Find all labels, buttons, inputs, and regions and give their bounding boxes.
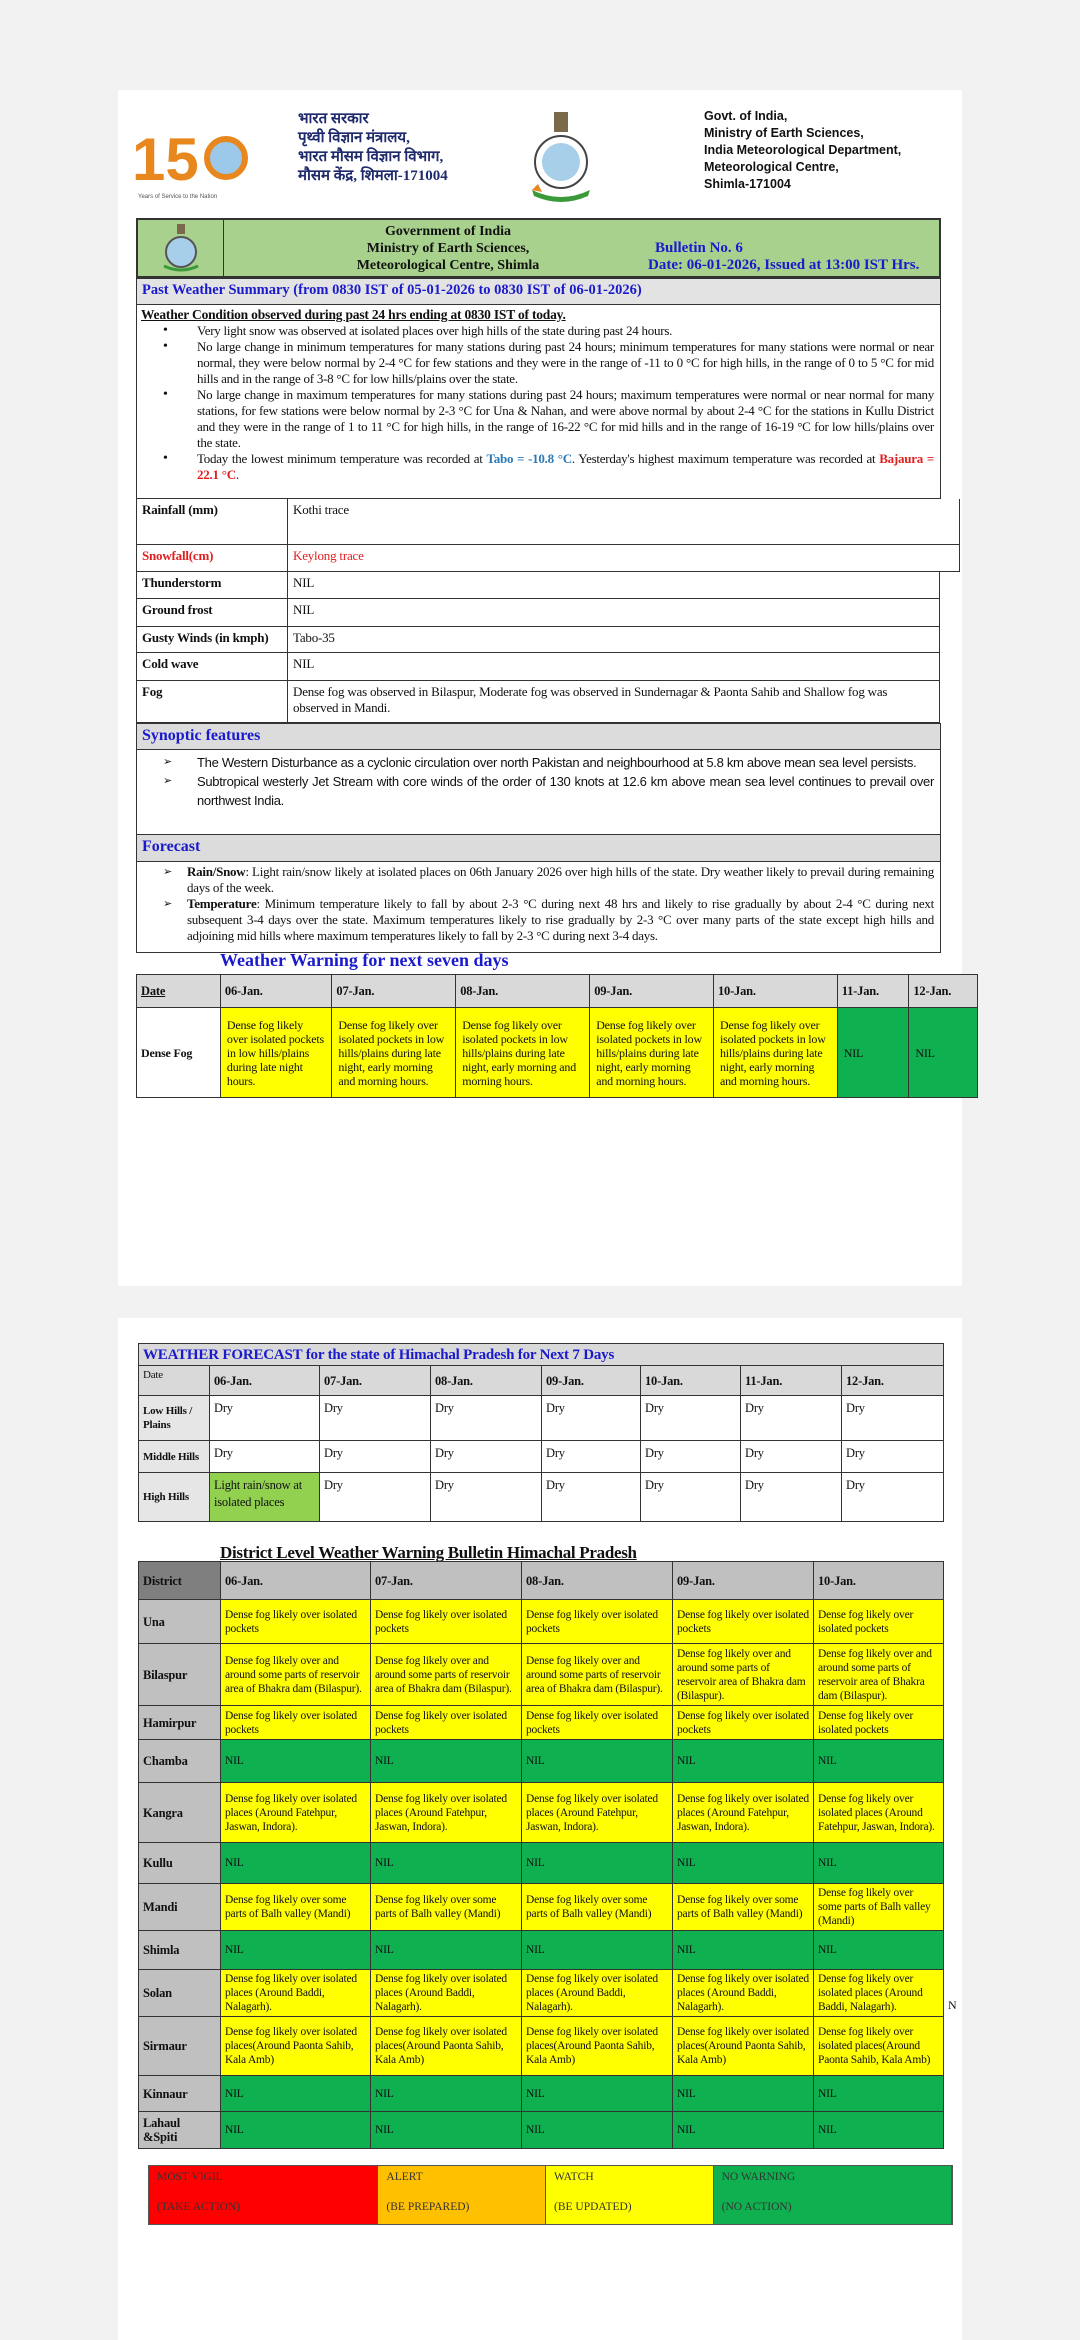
date-header: Date <box>139 1366 210 1396</box>
date-column-header: 09-Jan. <box>590 975 714 1008</box>
district-name: Sirmaur <box>139 2017 221 2076</box>
date-column-header: 12-Jan. <box>842 1366 944 1396</box>
district-warning-cell: Dense fog likely over isolated places (Around Fatehpur, Jaswan, Indora). <box>221 1783 371 1843</box>
condition-bullet: • No large change in maximum temperatures for many stations during past 24 hours; maximum temperatures were normal or near normal for many stations, for few stations were below normal by 2-3 °C for Una & Nahan, and were above normal by about 2-4 °C for the stations in Kullu District and they were in the range of 1 to 11 °C for high hills, in the range of 16-22 °C for mid hills and in the range of 16-19 °C for low hills/plains over the state. <box>137 387 940 451</box>
legend-label: WATCH <box>554 2171 594 2183</box>
imd-150-logo <box>132 118 250 203</box>
legend-label: ALERT <box>386 2171 423 2183</box>
hindi-line: भारत सरकार <box>298 111 369 127</box>
warning-cell: NIL <box>837 1008 909 1098</box>
date-column-header: 07-Jan. <box>332 975 456 1008</box>
forecast-cell: Dry <box>210 1396 320 1441</box>
district-warning-cell: NIL <box>814 1740 944 1783</box>
forecast-cell: Dry <box>431 1473 542 1522</box>
forecast-cell: Dry <box>542 1441 641 1473</box>
weather-warning-table <box>136 974 978 1098</box>
district-warning-cell: NIL <box>221 1740 371 1783</box>
bulletin-page-2 <box>118 1318 962 2340</box>
observation-row <box>136 572 940 599</box>
district-warning-cell: NIL <box>673 2112 814 2149</box>
synoptic-box <box>136 749 941 835</box>
district-warning-cell: NIL <box>371 1843 522 1884</box>
observation-row <box>136 599 940 627</box>
district-name: Shimla <box>139 1931 221 1970</box>
observation-label: Snowfall(cm) <box>137 545 288 571</box>
forecast-cell: Dry <box>542 1473 641 1522</box>
english-address <box>704 108 901 193</box>
date-column-header: 08-Jan. <box>522 1562 673 1600</box>
observation-label: Cold wave <box>137 653 288 680</box>
district-warning-cell: Dense fog likely over isolated places(Around Paonta Sahib, Kala Amb) <box>673 2017 814 2076</box>
label: Temperature <box>187 896 257 911</box>
logo-circle-icon <box>207 139 245 177</box>
date-column-header: 10-Jan. <box>641 1366 741 1396</box>
legend-action: (TAKE ACTION) <box>157 2201 241 2213</box>
district-row <box>139 1931 944 1970</box>
date-column-header: 08-Jan. <box>431 1366 542 1396</box>
district-warning-cell: Dense fog likely over isolated pockets <box>522 1706 673 1740</box>
legend-item <box>546 2166 714 2224</box>
district-row <box>139 2076 944 2112</box>
district-warning-cell: Dense fog likely over and around some parts of reservoir area of Bhakra dam (Bilaspur). <box>814 1644 944 1706</box>
district-warning-cell: NIL <box>522 2112 673 2149</box>
district-warning-cell: NIL <box>814 2076 944 2112</box>
district-warning-cell: NIL <box>673 1843 814 1884</box>
observation-row <box>136 681 940 723</box>
district-warning-cell: Dense fog likely over isolated places(Around Paonta Sahib, Kala Amb) <box>371 2017 522 2076</box>
date-column-header: 09-Jan. <box>673 1562 814 1600</box>
district-warning-cell: Dense fog likely over isolated places (Around Baddi, Nalagarh). <box>221 1970 371 2017</box>
legend-action: (BE PREPARED) <box>386 2201 470 2213</box>
forecast-cell: Dry <box>641 1473 741 1522</box>
text: : Minimum temperature likely to fall by about 2-3 °C during next 48 hrs and likely to rise gradually by about 2-4 °C during next subsequent 3-4 days over the state. Maximum temperatures likely to rise gradually by 2-3 °C over many parts of the state except high hills and adjoining mid hills where maximum temperatures likely to fall by 2-3 °C during next 3-4 days. <box>187 896 934 943</box>
forecast-cell: Dry <box>542 1396 641 1441</box>
district-warning-cell: NIL <box>221 1843 371 1884</box>
text: . <box>235 467 239 482</box>
org-line: Government of India <box>385 224 511 239</box>
district-row <box>139 1970 944 2017</box>
date-column-header: 06-Jan. <box>210 1366 320 1396</box>
warning-cell: Dense fog likely over isolated pockets in low hills/plains during late night, early morning and morning hours. <box>590 1008 714 1098</box>
district-warning-cell: Dense fog likely over isolated places (Around Fatehpur, Jaswan, Indora). <box>673 1783 814 1843</box>
hindi-line: मौसम केंद्र, शिमला-171004 <box>298 168 448 184</box>
district-row <box>139 1843 944 1884</box>
synoptic-bullet: ➢ The Western Disturbance as a cyclonic circulation over north Pakistan and neighbourhood at 5.8 km above mean sea level persists. <box>137 753 940 772</box>
region-label: Middle Hills <box>139 1441 210 1473</box>
date-column-header: 10-Jan. <box>814 1562 944 1600</box>
forecast-cell: Dry <box>842 1396 944 1441</box>
district-warning-cell: NIL <box>522 2076 673 2112</box>
observation-row <box>136 653 940 681</box>
district-warning-cell: NIL <box>673 2076 814 2112</box>
observation-value: Tabo-35 <box>293 630 335 645</box>
forecast-cell: Dry <box>320 1396 431 1441</box>
label: Rain/Snow <box>187 864 246 879</box>
lowest-min-temp: Tabo = -10.8 °C <box>486 451 572 466</box>
district-warning-cell: Dense fog likely over isolated pockets <box>221 1600 371 1644</box>
district-warning-cell: NIL <box>221 2076 371 2112</box>
hindi-line: पृथ्वी विज्ञान मंत्रालय, <box>298 130 410 146</box>
forecast-list <box>137 864 940 944</box>
forecast-cell: Dry <box>320 1473 431 1522</box>
synoptic-title: Synoptic features <box>136 723 941 750</box>
condition-bullet: • No large change in minimum temperatures for many stations during past 24 hours; minimum temperatures for many stations were normal or near normal, they were below normal by 2-4 °C for few stations and they were in the range of -11 to 0 °C for high hills, in the range of 0 to 5 °C for mid hills and in the range of 3-8 °C for low hills/plains over the state. <box>137 339 940 387</box>
legend-item <box>149 2166 378 2224</box>
district-warning-cell: Dense fog likely over isolated pockets <box>814 1706 944 1740</box>
hindi-address <box>298 110 448 186</box>
district-warning-cell: NIL <box>221 1931 371 1970</box>
observation-value: NIL <box>293 602 315 617</box>
forecast-title: Forecast <box>136 834 941 862</box>
date-column-header: 12-Jan. <box>909 975 978 1008</box>
highest-max-temp: Bajaura = 22.1 °C <box>197 451 935 482</box>
warning-title: Weather Warning for next seven days <box>220 950 509 970</box>
weather-condition-box <box>136 304 941 499</box>
district-warning-cell: Dense fog likely over isolated places (Around Baddi, Nalagarh). <box>371 1970 522 2017</box>
forecast-cell: Dry <box>641 1396 741 1441</box>
english-line: Govt. of India, <box>704 109 788 123</box>
district-warning-cell: Dense fog likely over isolated places (Around Baddi, Nalagarh). <box>522 1970 673 2017</box>
district-warning-cell: Dense fog likely over some parts of Balh valley (Mandi) <box>371 1884 522 1931</box>
district-row <box>139 1884 944 1931</box>
warning-cell: Dense fog likely over isolated pockets in low hills/plains during late night hours. <box>220 1008 332 1098</box>
district-warning-cell: NIL <box>221 2112 371 2149</box>
district-warning-cell: Dense fog likely over some parts of Balh valley (Mandi) <box>673 1884 814 1931</box>
district-warning-cell: Dense fog likely over and around some parts of reservoir area of Bhakra dam (Bilaspur). <box>673 1644 814 1706</box>
district-warning-cell: Dense fog likely over some parts of Balh valley (Mandi) <box>522 1884 673 1931</box>
date-column-header: 11-Jan. <box>741 1366 842 1396</box>
org-line: Meteorological Centre, Shimla <box>356 258 540 273</box>
date-label: Date <box>141 984 166 998</box>
date-column-header: 10-Jan. <box>713 975 837 1008</box>
legend-item <box>714 2166 952 2224</box>
observation-row <box>136 499 960 545</box>
district-warning-cell: Dense fog likely over isolated pockets <box>221 1706 371 1740</box>
forecast-cell: Light rain/snow at isolated places <box>210 1473 320 1522</box>
observation-value: Kothi trace <box>293 502 349 517</box>
legend-label: MOST VIGIL <box>157 2171 223 2183</box>
district-warning-cell: Dense fog likely over isolated pockets <box>814 1600 944 1644</box>
district-name: Solan <box>139 1970 221 2017</box>
date-column-header: 11-Jan. <box>837 975 909 1008</box>
date-column-header: 08-Jan. <box>456 975 590 1008</box>
forecast-cell: Dry <box>431 1441 542 1473</box>
district-warning-cell: Dense fog likely over isolated places (Around Fatehpur, Jaswan, Indora). <box>522 1783 673 1843</box>
district-warning-cell: NIL <box>673 1740 814 1783</box>
past-weather-title: Past Weather Summary (from 0830 IST of 05-01-2026 to 0830 IST of 06-01-2026) <box>136 278 941 305</box>
region-label: Low Hills / Plains <box>139 1396 210 1441</box>
district-warning-cell: NIL <box>673 1931 814 1970</box>
observation-row <box>136 545 960 572</box>
district-warning-cell: Dense fog likely over some parts of Balh valley (Mandi) <box>221 1884 371 1931</box>
forecast-cell: Dry <box>842 1441 944 1473</box>
date-column-header: 07-Jan. <box>371 1562 522 1600</box>
observation-label: Fog <box>137 681 288 722</box>
condition-list <box>137 323 940 483</box>
english-line: Ministry of Earth Sciences, <box>704 126 864 140</box>
district-name: Hamirpur <box>139 1706 221 1740</box>
bulletin-page-1 <box>118 90 962 1286</box>
district-warning-cell: Dense fog likely over isolated pockets <box>673 1706 814 1740</box>
district-warning-cell: NIL <box>522 1740 673 1783</box>
district-warning-cell: Dense fog likely over isolated pockets <box>371 1706 522 1740</box>
district-warning-cell: Dense fog likely over isolated places (Around Fatehpur, Jaswan, Indora). <box>371 1783 522 1843</box>
legend-action: (BE UPDATED) <box>554 2201 632 2213</box>
imd-emblem-logo <box>528 112 594 202</box>
logo-150-digits: 15 <box>132 126 199 193</box>
district-warning-cell: NIL <box>814 1843 944 1884</box>
district-warning-cell: NIL <box>522 1931 673 1970</box>
forecast-cell: Dry <box>641 1441 741 1473</box>
warning-cell: Dense fog likely over isolated pockets in low hills/plains during late night, early morning and morning hours. <box>713 1008 837 1098</box>
district-warning-cell: Dense fog likely over and around some parts of reservoir area of Bhakra dam (Bilaspur). <box>221 1644 371 1706</box>
forecast-rain <box>137 864 940 896</box>
district-warning-cell: Dense fog likely over and around some parts of reservoir area of Bhakra dam (Bilaspur). <box>522 1644 673 1706</box>
forecast-cell: Dry <box>320 1441 431 1473</box>
district-title: District Level Weather Warning Bulletin Himachal Pradesh <box>220 1543 637 1562</box>
district-warning-cell: NIL <box>371 2076 522 2112</box>
warning-cell: Dense fog likely over isolated pockets in low hills/plains during late night, early morning and morning hours. <box>456 1008 590 1098</box>
hindi-line: भारत मौसम विज्ञान विभाग, <box>298 149 444 165</box>
district-row <box>139 1740 944 1783</box>
observation-value: NIL <box>293 656 315 671</box>
state-forecast-table <box>138 1343 944 1522</box>
legend-label: NO WARNING <box>721 2171 796 2183</box>
english-line: India Meteorological Department, <box>704 143 902 157</box>
observation-label: Thunderstorm <box>137 572 288 598</box>
observation-label: Gusty Winds (in kmph) <box>137 627 288 652</box>
observation-value: NIL <box>293 575 315 590</box>
org-name <box>288 223 608 274</box>
district-name: Mandi <box>139 1884 221 1931</box>
warning-legend <box>148 2165 953 2225</box>
forecast-cell: Dry <box>842 1473 944 1522</box>
warning-cell: NIL <box>909 1008 978 1098</box>
english-line: Meteorological Centre, <box>704 160 839 174</box>
bulletin-banner <box>136 218 941 278</box>
date-column-header: 09-Jan. <box>542 1366 641 1396</box>
forecast-cell: Dry <box>741 1473 842 1522</box>
district-warning-cell: Dense fog likely over isolated pockets <box>522 1600 673 1644</box>
district-warning-cell: Dense fog likely over isolated pockets <box>371 1600 522 1644</box>
warning-cell: Dense fog likely over isolated pockets in low hills/plains during late night, early morning and morning hours. <box>332 1008 456 1098</box>
legend-action: (NO ACTION) <box>721 2201 792 2213</box>
forecast-temp <box>137 896 940 944</box>
district-warning-cell: NIL <box>814 1931 944 1970</box>
logo-150-tagline: Years of Service to the Nation <box>138 194 218 200</box>
district-row <box>139 2017 944 2076</box>
forecast-cell: Dry <box>431 1396 542 1441</box>
synoptic-bullet: ➢ Subtropical westerly Jet Stream with core winds of the order of 130 knots at 12.6 km above mean sea level continues to prevail over northwest India. <box>137 772 940 810</box>
row-label: Dense Fog <box>137 1008 221 1098</box>
district-row <box>139 1644 944 1706</box>
district-header: District <box>139 1562 221 1600</box>
district-row <box>139 1600 944 1644</box>
forecast-cell: Dry <box>741 1396 842 1441</box>
observation-row <box>136 627 940 653</box>
forecast-cell: Dry <box>210 1441 320 1473</box>
forecast-box <box>136 861 941 953</box>
district-row <box>139 2112 944 2149</box>
district-warning-cell: Dense fog likely over some parts of Balh valley (Mandi) <box>814 1884 944 1931</box>
district-warning-table <box>138 1561 944 2149</box>
date-column-header: 07-Jan. <box>320 1366 431 1396</box>
district-name: Bilaspur <box>139 1644 221 1706</box>
district-warning-cell: Dense fog likely over isolated places (Around Fatehpur, Jaswan, Indora). <box>814 1783 944 1843</box>
district-name: Kangra <box>139 1783 221 1843</box>
district-warning-cell: Dense fog likely over isolated pockets <box>673 1600 814 1644</box>
text: . Yesterday's highest maximum temperature was recorded at <box>571 451 880 466</box>
text: : Light rain/snow likely at isolated places on 06th January 2026 over high hills of the state. Dry weather likely to prevail during remaining days of the week. <box>187 864 934 895</box>
district-warning-cell: NIL <box>371 2112 522 2149</box>
district-warning-cell: Dense fog likely over and around some parts of reservoir area of Bhakra dam (Bilaspur). <box>371 1644 522 1706</box>
district-warning-cell: NIL <box>371 1931 522 1970</box>
district-warning-cell: Dense fog likely over isolated places(Around Paonta Sahib, Kala Amb) <box>522 2017 673 2076</box>
condition-heading: Weather Condition observed during past 24 hrs ending at 0830 IST of today. <box>141 307 566 322</box>
emblem-small-icon <box>138 220 224 276</box>
overflow-text: N <box>948 1998 957 2012</box>
region-label: High Hills <box>139 1473 210 1522</box>
bulletin-date: Date: 06-01-2026, Issued at 13:00 IST Hrs. <box>648 257 920 273</box>
observation-label: Rainfall (mm) <box>137 499 288 544</box>
district-warning-cell: Dense fog likely over isolated places(Around Paonta Sahib, Kala Amb) <box>221 2017 371 2076</box>
condition-bullet: • Very light snow was observed at isolated places over high hills of the state during past 24 hours. <box>137 323 940 339</box>
forecast-cell: Dry <box>741 1441 842 1473</box>
observation-value: Dense fog was observed in Bilaspur, Moderate fog was observed in Sundernagar & Paonta Sahib and Shallow fog was observed in Mandi. <box>293 684 888 715</box>
org-line: Ministry of Earth Sciences, <box>366 241 530 256</box>
observation-value: Keylong trace <box>293 548 364 563</box>
district-warning-cell: NIL <box>371 1740 522 1783</box>
forecast-table-title: WEATHER FORECAST for the state of Himachal Pradesh for Next 7 Days <box>139 1344 944 1366</box>
synoptic-list <box>137 753 940 810</box>
district-row <box>139 1783 944 1843</box>
legend-item <box>378 2166 546 2224</box>
district-row <box>139 1706 944 1740</box>
district-warning-cell: Dense fog likely over isolated places(Around Paonta Sahib, Kala Amb) <box>814 2017 944 2076</box>
district-name: Lahaul &Spiti <box>139 2112 221 2149</box>
date-header <box>137 975 221 1008</box>
district-name: Kullu <box>139 1843 221 1884</box>
date-column-header: 06-Jan. <box>220 975 332 1008</box>
district-warning-cell: Dense fog likely over isolated places (Around Baddi, Nalagarh). <box>673 1970 814 2017</box>
date-column-header: 06-Jan. <box>221 1562 371 1600</box>
observation-label: Ground frost <box>137 599 288 626</box>
bulletin-number: Bulletin No. 6 <box>655 240 743 256</box>
english-line: Shimla-171004 <box>704 177 791 191</box>
condition-bullet <box>137 451 940 483</box>
text: Today the lowest minimum temperature was recorded at <box>197 451 487 466</box>
district-warning-cell: NIL <box>814 2112 944 2149</box>
district-name: Chamba <box>139 1740 221 1783</box>
district-name: Kinnaur <box>139 2076 221 2112</box>
district-warning-cell: NIL <box>522 1843 673 1884</box>
district-name: Una <box>139 1600 221 1644</box>
district-warning-cell: Dense fog likely over isolated places (Around Baddi, Nalagarh). <box>814 1970 944 2017</box>
